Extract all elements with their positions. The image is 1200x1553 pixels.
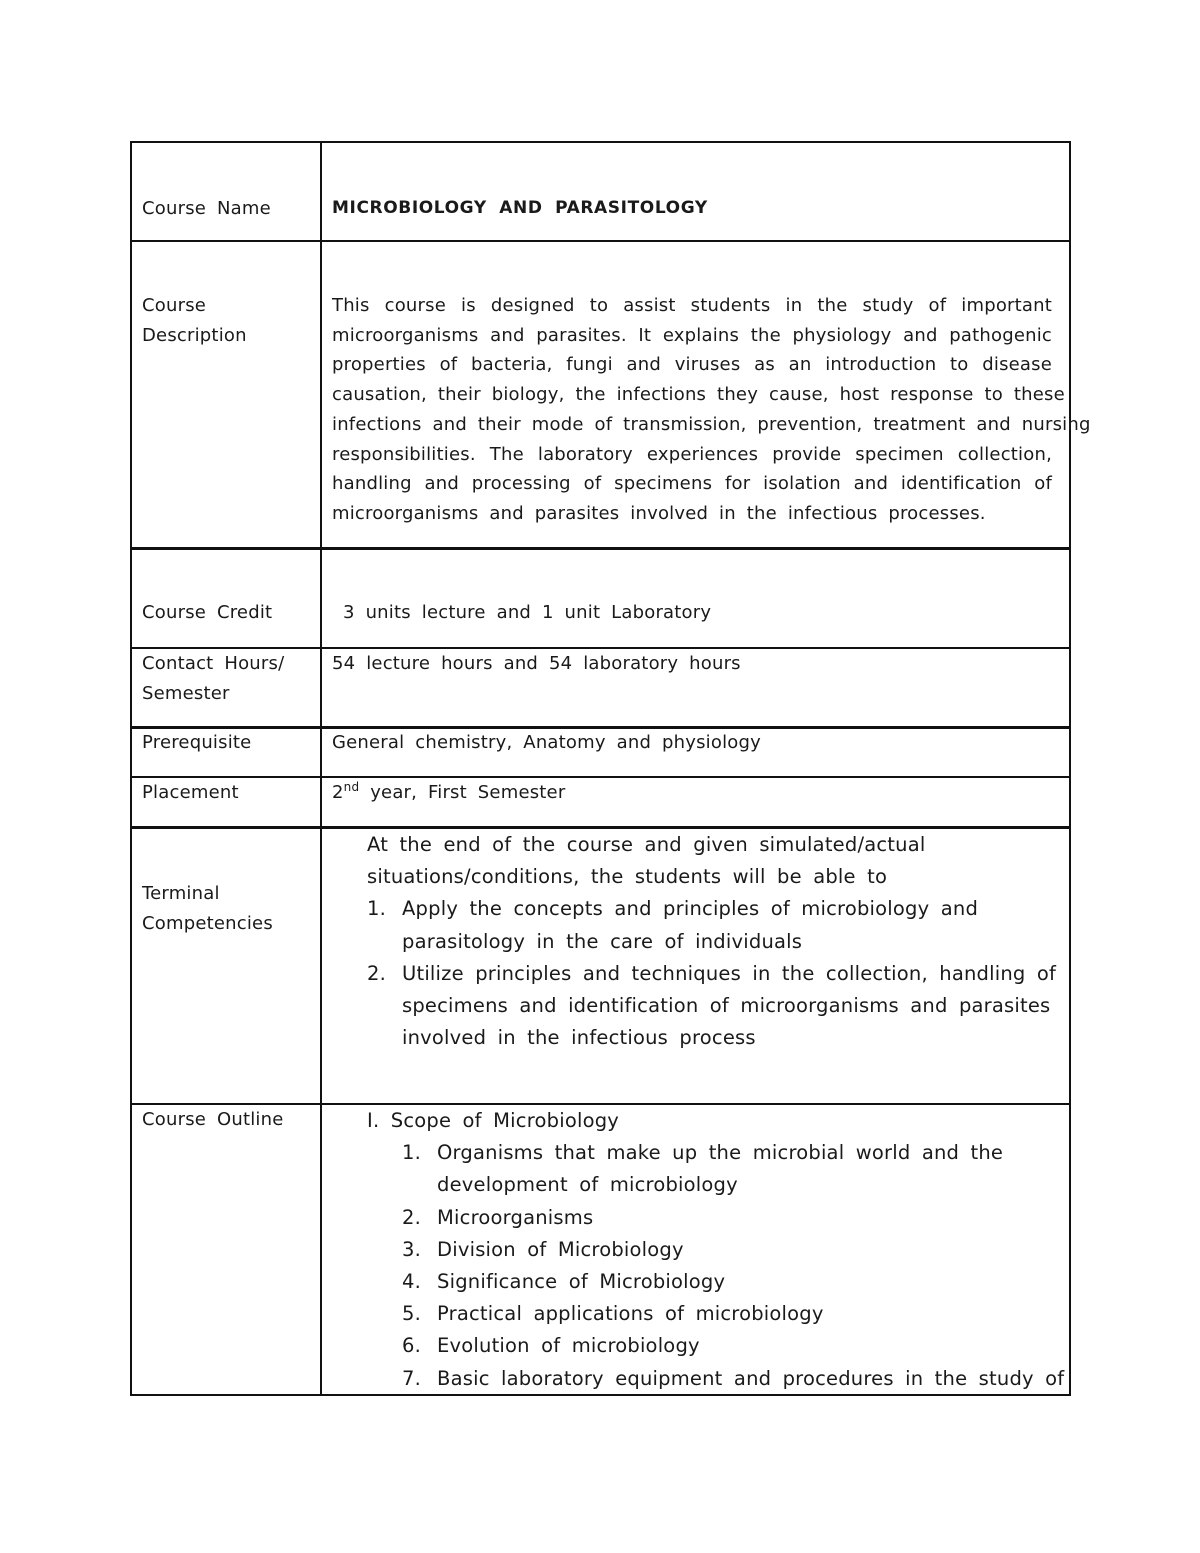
placement-rest: year, First Semester <box>370 782 566 803</box>
contact-hours-value: 54 lecture hours and 54 laboratory hours <box>332 653 741 674</box>
terminal-competencies-label <box>142 879 314 938</box>
outline-item <box>367 1363 1065 1395</box>
course-description-label-line1: Course <box>142 295 207 316</box>
placement-ordinal-number: 2 <box>332 782 344 803</box>
outline-item <box>367 1234 1057 1266</box>
outline-section-title: I. Scope of Microbiology <box>367 1109 620 1132</box>
outline-text: Division of Microbiology <box>437 1237 684 1261</box>
outline-text: Significance of Microbiology <box>437 1270 726 1294</box>
course-description-label-line2: Description <box>142 324 247 346</box>
outline-number: 2. <box>402 1205 422 1229</box>
placement-ordinal-suffix: nd <box>343 780 360 794</box>
outline-item <box>367 1298 1057 1330</box>
course-description-label <box>142 291 314 350</box>
placement-value <box>332 778 1057 808</box>
description-line: This course is designed to assist students in the study of important <box>332 295 1052 316</box>
competencies-intro-line: At the end of the course and given simulated/actual <box>367 833 926 856</box>
outline-number: 4. <box>402 1270 422 1294</box>
outline-item <box>367 1202 1057 1234</box>
prerequisite-value: General chemistry, Anatomy and physiology <box>332 732 761 753</box>
competency-item <box>367 958 1057 990</box>
outline-item <box>367 1266 1057 1298</box>
outline-item <box>367 1137 1057 1169</box>
description-line: causation, their biology, the infections they cause, host response to these <box>332 384 1065 406</box>
competency-number: 1. <box>367 897 387 921</box>
prerequisite-label: Prerequisite <box>142 732 252 753</box>
column-divider <box>320 143 322 1394</box>
description-line: properties of bacteria, fungi and viruses as an introduction to disease <box>332 354 1052 376</box>
description-line: infections and their mode of transmission, prevention, treatment and nursing <box>332 413 1091 435</box>
placement-label: Placement <box>142 782 239 803</box>
outline-number: 7. <box>402 1366 422 1390</box>
competency-text: Utilize principles and techniques in the collection, handling of <box>402 961 1057 985</box>
competency-text: Apply the concepts and principles of microbiology and <box>402 897 979 921</box>
competencies-intro-line: situations/conditions, the students will be able to <box>367 865 888 889</box>
competency-number: 2. <box>367 961 387 985</box>
row-divider <box>132 240 1069 242</box>
contact-hours-label-line1: Contact Hours/ <box>142 653 285 674</box>
description-line: responsibilities. The laboratory experiences provide specimen collection, <box>332 443 1052 465</box>
outline-number: 5. <box>402 1302 422 1326</box>
outline-number: 6. <box>402 1334 422 1358</box>
description-line: microorganisms and parasites. It explains the physiology and pathogenic <box>332 324 1052 346</box>
terminal-competencies-content <box>367 829 1057 1054</box>
course-credit-label: Course Credit <box>142 602 273 623</box>
competency-item-continuation: involved in the infectious process <box>402 1026 756 1050</box>
course-outline-content <box>367 1105 1065 1395</box>
course-name-value: MICROBIOLOGY AND PARASITOLOGY <box>332 198 708 218</box>
course-description-text <box>332 291 1091 529</box>
outline-item <box>367 1330 1057 1362</box>
outline-number: 3. <box>402 1237 422 1261</box>
row-divider <box>132 547 1069 550</box>
outline-text: Practical applications of microbiology <box>437 1302 824 1326</box>
course-credit-value: 3 units lecture and 1 unit Laboratory <box>343 602 712 623</box>
outline-text: Organisms that make up the microbial world and the <box>437 1141 1004 1165</box>
competency-item <box>367 893 1037 925</box>
competency-item-continuation: parasitology in the care of individuals <box>402 929 803 953</box>
terminal-competencies-label-line2: Competencies <box>142 912 273 934</box>
outline-number: 1. <box>402 1141 422 1165</box>
course-outline-label: Course Outline <box>142 1109 284 1130</box>
competency-item-continuation: specimens and identification of microorganisms and parasites <box>402 994 1051 1018</box>
outline-text: Microorganisms <box>437 1205 594 1229</box>
description-line: microorganisms and parasites involved in the infectious processes. <box>332 502 986 524</box>
course-syllabus-table <box>130 141 1091 1396</box>
terminal-competencies-label-line1: Terminal <box>142 883 220 904</box>
course-name-label: Course Name <box>142 198 271 219</box>
contact-hours-label <box>142 649 314 708</box>
outline-text: Evolution of microbiology <box>437 1334 700 1358</box>
contact-hours-label-line2: Semester <box>142 682 230 704</box>
outline-item-continuation: development of microbiology <box>437 1173 738 1197</box>
outline-text: Basic laboratory equipment and procedures in the study of <box>437 1366 1065 1390</box>
description-line: handling and processing of specimens for isolation and identification of <box>332 473 1052 495</box>
